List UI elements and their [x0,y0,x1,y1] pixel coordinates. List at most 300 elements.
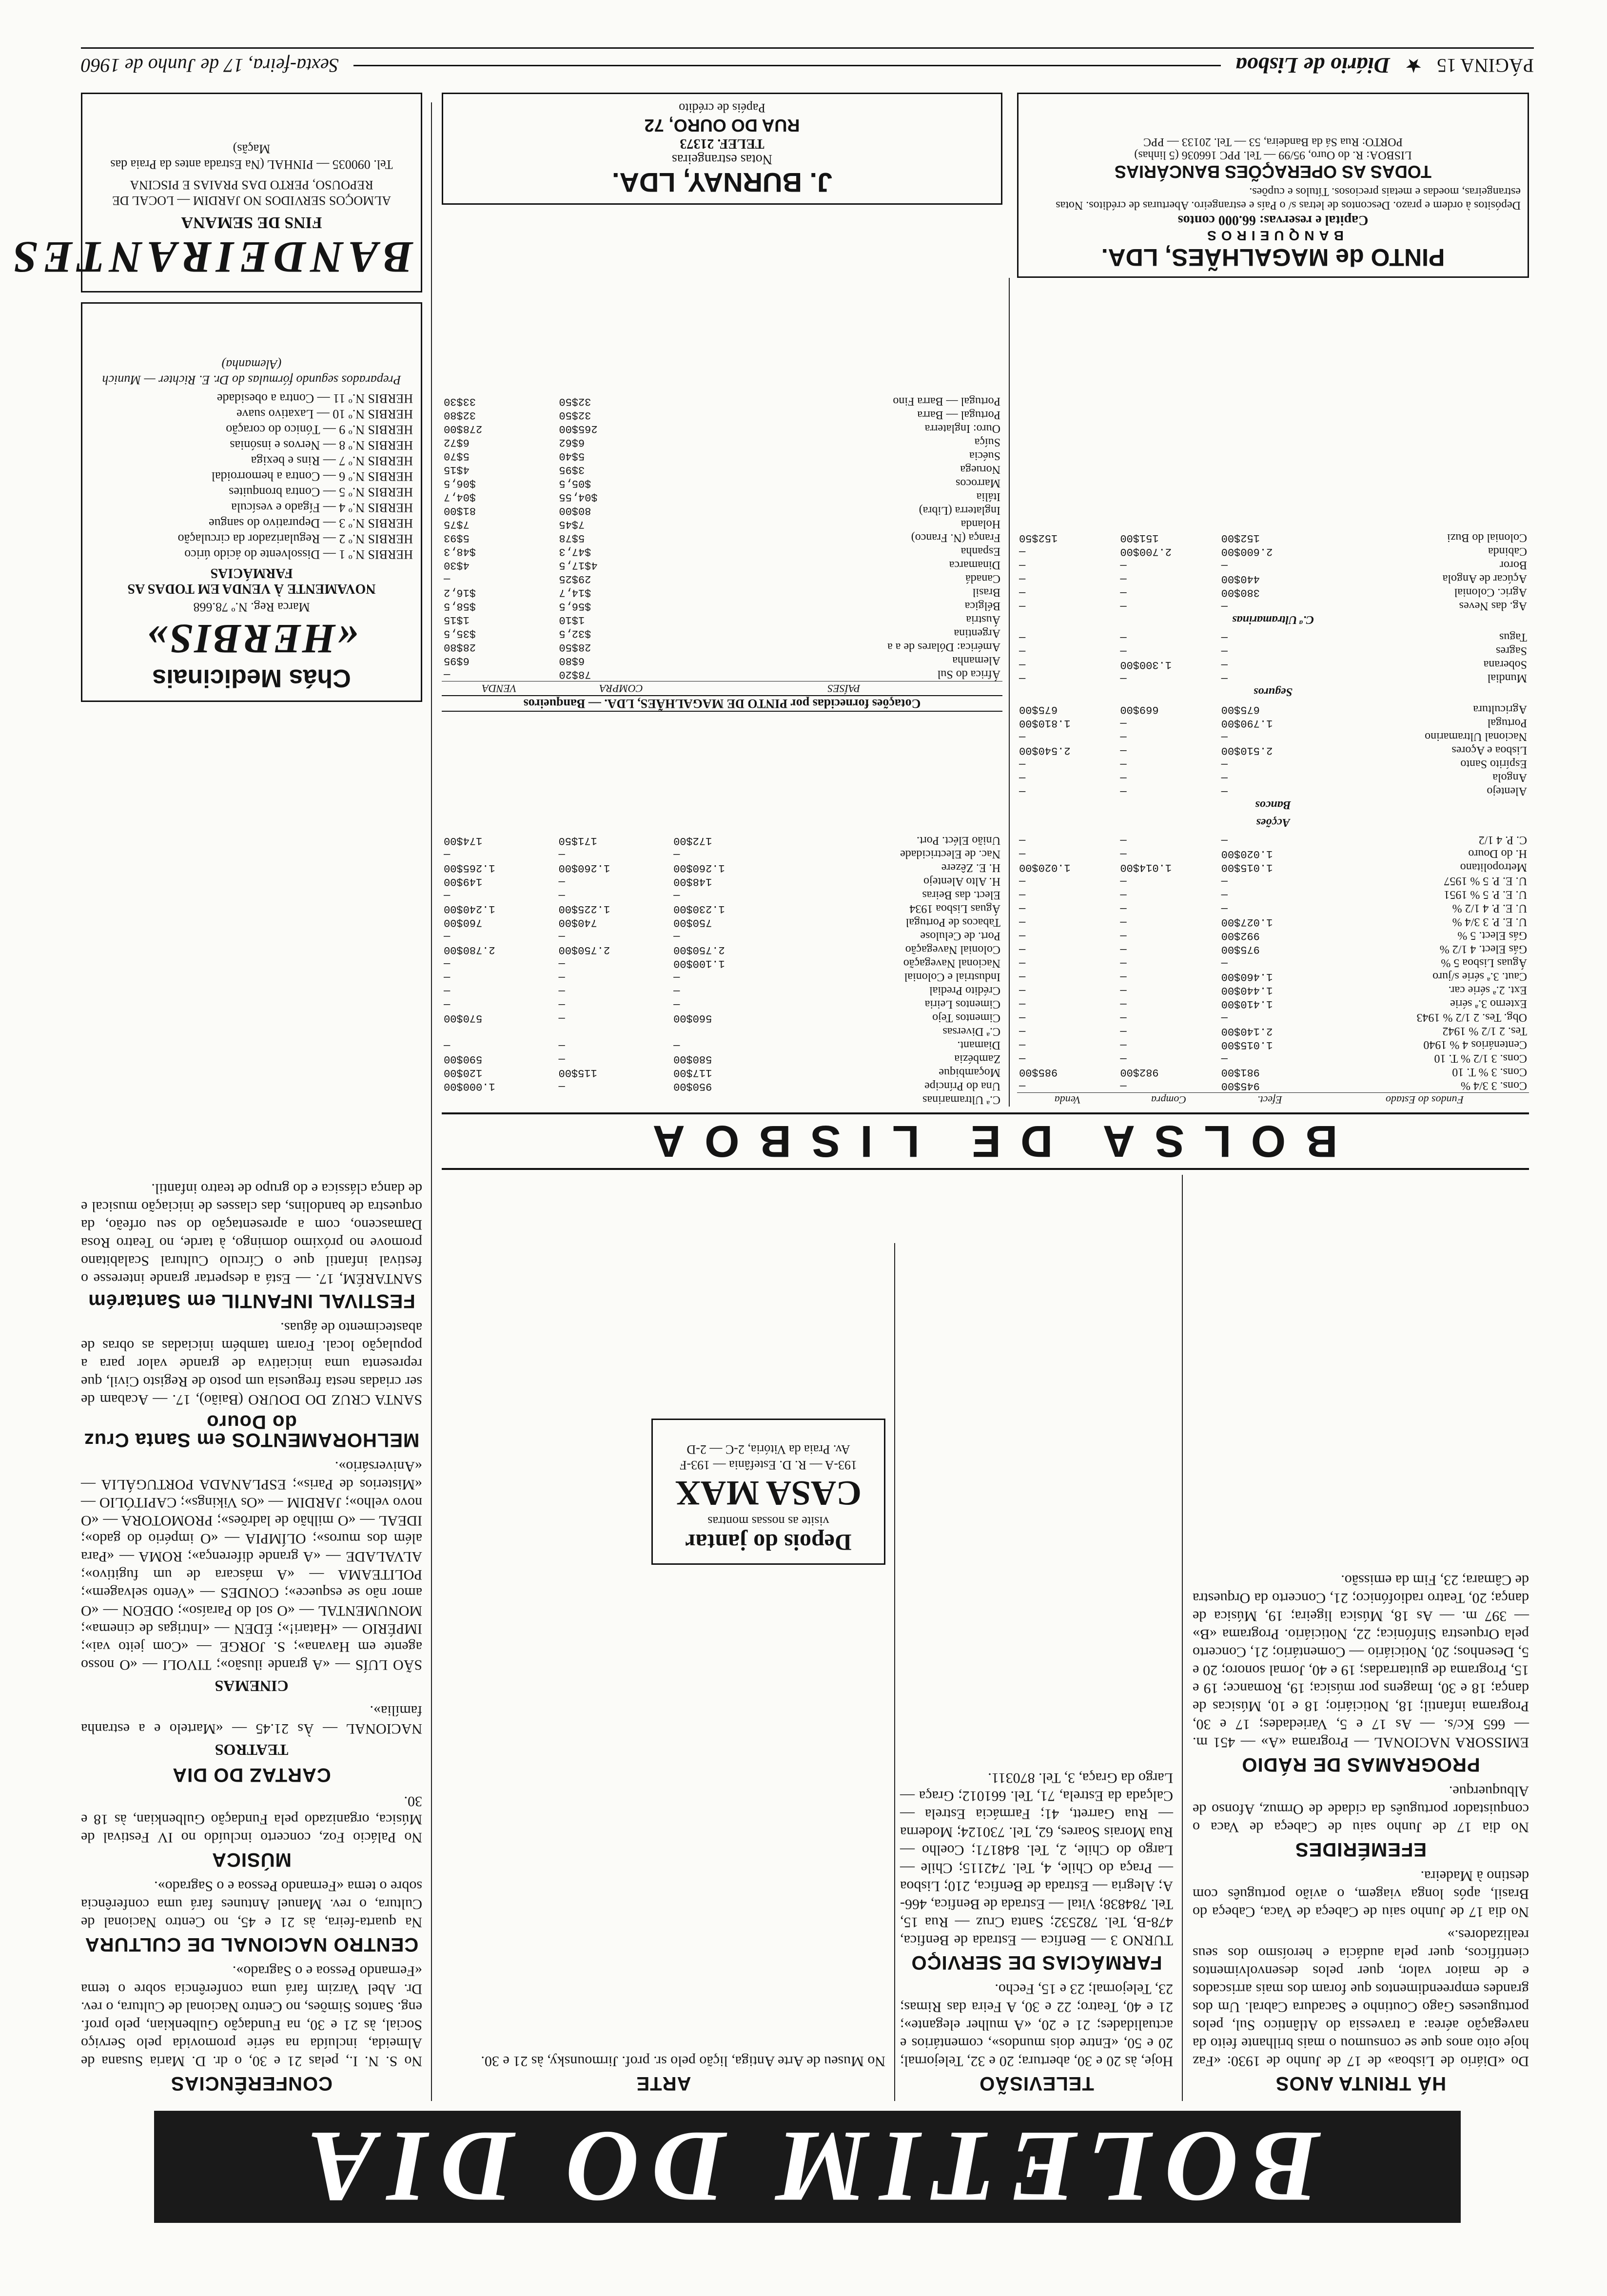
ha-trinta-anos-body-2: No dia 17 de Junho saiu de Cabeça de Vaca, Cabeça do Brasil, após longa viagem, o avião português com destino à Madeira. [1193,1868,1529,1920]
quote-value: $06,5 [444,477,476,489]
quote-row [1017,743,1529,757]
quote-value: — [444,971,451,983]
quote-name: Marrocos [956,477,1000,489]
arte-title: ARTE [636,2073,691,2094]
quote-row [1017,671,1529,685]
quote-row [442,449,1002,463]
bandeirantes-sub: FINS DE SEMANA [181,214,322,232]
quote-value: $48,3 [444,545,476,558]
cambios-table [442,394,1002,695]
quote-value: — [1120,731,1127,743]
quote-row [442,572,1002,585]
quote-name: Cimentos Tejo [932,1012,1000,1024]
quote-value: 32$50 [559,409,591,421]
quote-value: — [1019,834,1026,846]
quote-row [1017,901,1529,915]
quote-value: 1.015$00 [1221,861,1273,874]
quote-name: Espanha [960,545,1000,558]
quote-value: 1.265$00 [444,862,495,874]
quote-value [557,1093,672,1107]
quote-row [442,613,1002,626]
quote-value: 29$25 [559,573,591,585]
quote-row [1017,860,1529,874]
header-rule [353,65,1221,67]
efemerides-title: EFEMÉRIDES [1294,1839,1427,1860]
quote-name: Tabacos de Portugal [905,916,1000,929]
quote-name: C.ª Diversas [942,1025,1000,1038]
quote-value: — [1019,545,1026,558]
herbis-foot: Preparados segundo fórmulas do Dr. E. Richter — Munich (Alemanha) [102,357,401,387]
quote-value: 1.230$00 [673,903,725,915]
quote-row [1017,833,1529,847]
quote-value: — [1019,957,1026,969]
quote-name: Externo 3.ª série [1450,997,1527,1010]
column-rule [1182,1175,1183,2101]
quote-row [1017,658,1529,671]
quote-value: 5$93 [444,532,470,544]
quote-value: — [1120,943,1127,955]
quote-name: H. E. Zêzere [941,861,1000,874]
quote-value: — [673,971,680,983]
quote-value: — [558,876,565,888]
quote-value: 5$40 [559,450,585,462]
column-1 [1193,1566,1529,2101]
bancos-header: Bancos [1255,798,1291,811]
pharmacies-title: FARMÁCIAS DE SERVIÇO [911,1952,1162,1973]
pinto-name: PINTO de MAGALHÃES, LDA. [1101,244,1445,271]
quote-value: $35,5 [444,627,476,640]
quote-value: 2.750$00 [558,944,610,956]
quote-row [442,1079,1002,1093]
quote-name: Obg. Tes. 2 1/2 % 1943 [1416,1011,1527,1024]
herbis-item: HERBIS N.º 8 — Nervos e insónias [230,438,413,452]
quote-value: — [1019,631,1026,643]
quote-name: Ouro: Inglaterra [924,422,1000,435]
ha-trinta-anos-body: Do «Diário de Lisboa» de 17 de Junho de 1930: «Faz hoje oito anos que se consumou o mais brilhante feito da navegação aérea: a travessia do Atlântico Sul, pelos portugueses Gago Coutinho e Sacadura Cabral. Um dos grandes empreendimentos que foram dos mais arriscados e de maior valor, quer pelos desenvolvimentos científicos, quer pela audácia e heroísmo dos seus realizadores.» [1193,1927,1529,2069]
quote-value: — [1019,586,1026,599]
paper-name: Diário de Lisboa [1235,53,1391,78]
quote-value: — [1120,1012,1127,1024]
quote-name: Portugal — Barra Fino [893,395,1000,408]
quote-row [442,861,1002,875]
quote-row [442,545,1002,558]
quote-value: — [1120,573,1127,585]
quote-row [442,902,1002,915]
casa-max-ad [651,1419,885,1565]
quote-value: 78$20 [559,668,591,681]
quote-value: — [444,1039,451,1051]
quote-value: — [1120,586,1127,599]
quote-name: Soberana [1483,658,1527,671]
quote-name: Portugal [1487,717,1527,729]
quote-row [442,585,1002,599]
cartaz-title: CARTAZ DO DIA [172,1764,331,1786]
quote-row [442,626,1002,640]
quote-row [1017,847,1529,860]
quote-row [1017,702,1529,716]
quote-name: América: Dólares de a a [887,641,1000,653]
quote-name: Cons. 3 3/4 % [1460,1079,1527,1092]
quote-row [442,504,1002,517]
quote-name: Moçambique [939,1066,1000,1079]
herbis-name: «HERBIS» [144,616,359,662]
quote-row [442,915,1002,929]
col-header: Compra [1118,1093,1219,1107]
quote-row [1017,1024,1529,1038]
television-title: TELEVISÃO [979,2073,1094,2094]
quote-value: $56,5 [559,600,591,612]
quote-name: Suíça [974,436,1000,448]
quote-name: Zambézia [954,1052,1000,1065]
quote-value: — [1120,559,1127,571]
quote-value: 1.410$00 [1221,998,1273,1010]
quote-name: Inglaterra (Libra) [919,504,1000,517]
quote-name: Bélgica [964,600,1000,612]
quote-name: Itália [976,490,1000,503]
quote-row [442,1025,1002,1038]
quote-value: — [444,957,451,970]
quote-row [1017,784,1529,798]
bandeirantes-tel: Tel. 090035 — PINHAL (Na Estrada antes da Praia das Maçãs) [110,142,393,172]
quote-row [1017,1011,1529,1024]
column-3 [900,1764,1173,2101]
quote-row [442,599,1002,613]
fundos-table [1017,531,1529,1107]
quote-value: 171$50 [558,835,597,847]
quote-value: 1.027$00 [1221,916,1273,928]
herbis-item: HERBIS N.º 2 — Regularizador da circulação [177,532,413,546]
quote-name: Port. de Celulose [920,930,1000,942]
quote-row [442,943,1002,956]
quote-value: 669$00 [1120,703,1159,716]
quote-name: Industrial e Colonial [904,971,1000,983]
melhoramentos-title: MELHORAMENTOS em Santa Cruz do Douro [83,1411,420,1451]
quote-value: — [1019,1080,1026,1092]
quote-row [442,640,1002,654]
quote-value: — [1120,744,1127,757]
bolsa-title: BOLSA DE LISBOA [442,1112,1529,1170]
depois-title: Depois do jantar [685,1529,852,1555]
quote-value: 80$00 [559,505,591,517]
pharmacies-body: TURNO 3 — Benfica — Estrada de Benfica, 478-B, Tel. 782532; Santa Cruz — Rua 15, Tel. 784838; Vital — Estrada de Benfica, 466-A; Alegria — Estrada de Benfica, 210; Lisboa — Praça do Chile, 4, Tel. 742115; Chile — Largo do Chile, 2, Tel. 848171; Coelho — Rua Morais Soares, 62, Tel. 730124; Moderna — Rua Garrett, 41; Farmácia Estrela — Calçada da Estrela, 71, Tel. 661012; Graça — Largo da Graça, 3, Tel. 870311. [900,1770,1173,1948]
quote-row [1017,956,1529,970]
casa-max-addr1: 193-A — R. D. Estefânia — 193-F [680,1458,857,1472]
quote-value: — [558,848,565,860]
quote-value: 675$00 [1221,703,1260,716]
quote-value: — [558,971,565,983]
teatros-title: TEATROS [215,1741,289,1759]
quote-name: Ag. das Neves [1459,600,1527,612]
quote-value: 570$00 [444,1012,483,1024]
quote-value: — [1221,1012,1228,1024]
quote-value: 1$15 [444,614,470,626]
quote-value: 945$00 [1221,1080,1260,1092]
herbis-reg: Marca Reg. N.º 78.668 [193,600,310,614]
quote-name: U. E. P. 3 3/4 % [1452,915,1527,928]
quote-row [442,1093,1002,1107]
quote-value: 28$80 [444,641,476,653]
quote-value: 6$62 [559,436,585,448]
quote-value: 2.780$00 [444,944,495,956]
quote-row [442,984,1002,997]
quote-value: — [1120,834,1127,846]
radio-title: PROGRAMAS DE RÁDIO [1241,1754,1480,1775]
quote-value: 982$00 [1120,1066,1159,1078]
quote-name: Gás Elect. 4 1/2 % [1439,943,1527,955]
quote-value: 740$00 [558,916,597,929]
quote-value: — [1019,1052,1026,1065]
quote-value: — [1120,930,1127,942]
quote-value: 115$00 [558,1067,597,1079]
quote-name: Crédito Predial [929,984,1000,997]
quote-value: 1.260$00 [673,862,725,874]
quote-value: 152$00 [1221,532,1260,544]
quote-name: Gás Elect. 5 % [1457,929,1527,942]
quote-value: — [1120,1025,1127,1037]
quote-value: 1.810$00 [1019,717,1071,729]
quote-value: 2.540$00 [1019,744,1071,757]
quote-value: 148$00 [673,876,712,888]
conferences-title: CONFERÊNCIAS [170,2073,333,2094]
page-header [81,47,1534,83]
cambios-title: Cotações fornecidas por PINTO DE MAGALHÃES, LDA. — Banqueiros [442,695,1002,712]
quote-row [1017,929,1529,942]
quote-name: Ext. 2.ª série car. [1448,984,1527,996]
quote-value: 4$15 [444,464,470,476]
quote-value: — [1019,971,1026,983]
quote-value: 1.300$00 [1120,659,1172,671]
herbis-item: HERBIS N.º 1 — Dissolvente do ácido úrico [184,547,413,562]
quote-value: — [558,930,565,942]
cinemas-body: SÃO LUÍS — «A grande ilusão»; TIVOLI — «O nosso agente em Havana»; S. JORGE — «Com jeito vai»; IMPÉRIO — «Hatari!»; ÉDEN — «Intrigas de cinema»; MONUMENTAL — «O sol do Paraíso»; ODEON — «O amor não se esquece»; CONDES — «Vento selvagem»; POLITEAMA — «A máscara de um fugitivo»; ALVALADE — «A grande diferença»; ROMA — «Para além dos muros»; OLÍMPIA — «O império do gado»; IDEAL — «O milhão de ladrões»; PROMOTORA — «O novo velho»; JARDIM — «Os Vikings»; CAPITÓLIO — «Misterios de Paris»; ESPLANADA PORTUGÁLIA — «Aniversário». [81,1459,422,1673]
quote-value: — [1221,758,1228,770]
festival-title: FESTIVAL INFANTIL em Santarém [88,1290,415,1312]
quote-value: — [1019,1025,1026,1037]
quote-row [442,422,1002,435]
quote-row [1017,572,1529,585]
quote-value: — [444,998,451,1011]
quote-name: Colonial do Buzi [1447,531,1527,544]
column-rule [894,1243,895,2101]
quote-name: Dinamarca [949,559,1000,571]
quote-value: — [673,848,680,860]
casa-max-addr2: Av. Praia da Vitória, 2-C — 2-D [686,1442,850,1457]
quote-value: — [558,1053,565,1065]
boletim-masthead: BOLETIM DO DIA [154,2111,1461,2223]
quote-name: U. E. P. 5 % 1957 [1444,875,1527,887]
quote-value: 4$30 [444,559,470,571]
quote-value: — [1019,559,1026,571]
acoes-table [442,834,1002,1107]
quote-value: 590$00 [444,1053,483,1065]
quote-value: — [673,998,680,1011]
quote-row [1017,757,1529,771]
quote-value: 172$00 [673,835,712,847]
quote-value: 750$00 [673,916,712,929]
quote-name: Alemanha [952,654,1000,667]
quote-name: Nac. de Electricidade [900,848,1000,860]
quote-row [442,956,1002,970]
quote-name: Tes. 2 1/2 % 1942 [1442,1025,1527,1037]
quote-value: 32$80 [444,409,476,421]
quote-name: C.ª Ultramarinas [922,1093,1000,1106]
quote-value [557,1025,672,1038]
quote-value: 120$00 [444,1067,483,1079]
quote-row [442,558,1002,572]
quote-row [442,1066,1002,1079]
quote-row [1017,771,1529,784]
fundos-header: Fundos do Estado [1320,1093,1529,1107]
quote-value: $04,55 [559,491,598,503]
quote-value: — [444,930,451,942]
quote-value: — [558,985,565,997]
quote-value: 760$00 [444,916,483,929]
quote-name: Sagres [1496,644,1527,657]
quote-row [442,490,1002,504]
quote-row [442,888,1002,902]
quote-value [442,1025,557,1038]
quote-value: 3$95 [559,464,585,476]
quote-value: — [1019,785,1026,798]
quote-value: — [1019,875,1026,887]
quote-name: França (N. Franco) [911,531,1000,544]
quote-value: — [1019,998,1026,1010]
quote-value: 985$00 [1019,1066,1058,1078]
quote-value: 81$00 [444,505,476,517]
quote-row [442,1038,1002,1052]
quote-value: 2.510$00 [1221,744,1273,757]
quote-row [442,408,1002,422]
quote-name: Alentejo [1487,785,1527,798]
quote-value: — [1019,930,1026,942]
quote-value: — [1221,645,1228,657]
column-2 [81,1175,422,2101]
bolsa-table-left [1017,531,1529,1107]
quote-value: — [1120,902,1127,915]
quote-name: Elect. das Beiras [922,889,1000,901]
quote-value: — [1221,1052,1228,1065]
quote-value: — [1120,772,1127,784]
quote-value: 1.460$00 [1221,971,1273,983]
quote-name: Portugal — Barra [917,409,1000,421]
quote-name: Metropolitano [1460,861,1527,874]
quote-value: 1.000$00 [444,1080,495,1092]
quote-value: $16,2 [444,586,476,599]
conferences-body: No S. N. I., pelas 21 e 30, o dr. D. Maria Susana de Almeida, incluída na série promovida pelo Serviço Social, às 21 e 30, na Fundação Gulbenkian, pelo prof. eng. Santos Simões, no Centro Nacional de Cultura, o rev. Dr. Abel Varzim fará uma conferência sobre o tema «Fernando Pessoa e o Sagrado». [81,1963,422,2069]
quote-value: 1.225$00 [558,903,610,915]
quote-row [1017,730,1529,743]
quote-value: — [558,998,565,1011]
quote-value: — [558,1012,565,1024]
quote-value: — [1120,998,1127,1010]
quote-value: 1.015$00 [1221,1039,1273,1051]
quote-value: 981$00 [1221,1066,1260,1078]
quote-value: — [1221,772,1228,784]
quote-value: 2.700$00 [1120,545,1172,558]
pinto-title2: TODAS AS OPERAÇÕES BANCÁRIAS [1114,162,1432,182]
quote-value: — [1019,889,1026,901]
quote-value: — [1120,645,1127,657]
quote-row [1017,1051,1529,1065]
musica-body: No Palácio Foz, concerto incluído no IV Festival de Música, organizado pela Fundação Gulbenkian, às 18 e 30. [81,1793,422,1846]
quote-value: — [558,957,565,970]
quote-value: 32$50 [559,395,591,408]
quote-row [1017,531,1529,545]
musica-title: MÚSICA [212,1849,292,1870]
quote-value: 380$00 [1221,586,1260,599]
centro-nacional-body: Na quarta-feira, às 21 e 45, no Centro Nacional de Cultura, o rev. Manuel Antunes fará uma conferência sobre o tema «Fernando Pessoa e o Sagrado». [81,1878,422,1930]
burnay-papers: Papéis de crédito [679,101,765,115]
quote-name: C. P. 4 1/2 [1478,834,1527,846]
ultramarinas-header: C.ª Ultramarinas [1232,613,1314,626]
quote-name: Agric. Colonial [1454,586,1527,599]
quote-row [442,517,1002,531]
quote-value: 149$00 [444,876,483,888]
quote-value: — [1019,902,1026,915]
quote-value: — [1120,785,1127,798]
quote-value: — [673,889,680,901]
centro-nacional-title: CENTRO NACIONAL DE CULTURA [84,1934,419,1955]
herbis-line: NOVAMENTE À VENDA EM TODAS AS FARMÁCIAS [127,565,376,596]
quote-value: — [1019,1012,1026,1024]
quote-row [1017,1065,1529,1079]
quote-value: — [1120,889,1127,901]
quote-value: — [1221,731,1228,743]
bandeirantes-body: ALMOÇOS SERVIDOS NO JARDIM — LOCAL DE REPOUSO, PERTO DAS PRAIAS E PISCINA [112,178,391,208]
issue-date: Sexta-feira, 17 de Junho de 1960 [81,55,339,77]
quote-name: U. E. P. 4 1/2 % [1452,902,1527,915]
quote-value: — [1019,943,1026,955]
quote-value: 174$00 [444,835,483,847]
col-header: Venda [1017,1093,1118,1107]
quote-value: — [444,573,451,585]
quote-name: Cons. 3 1/2 % T. 10 [1434,1052,1527,1065]
quote-row [442,394,1002,408]
quote-value: 1$10 [559,614,585,626]
quote-value: 1.440$00 [1221,984,1273,996]
quote-row [1017,942,1529,956]
quote-value: 1.100$00 [673,957,725,970]
quote-name: Una do Príncipe [924,1080,1000,1092]
quote-value: — [1120,600,1127,612]
quote-value: — [1221,902,1228,915]
quote-value: — [558,1080,565,1092]
depois-sub: visite as nossas montras [707,1514,829,1528]
quote-value: 992$00 [1221,930,1260,942]
quote-value: 6$72 [444,436,470,448]
quote-name: H. do Douro [1468,847,1527,860]
quote-value: — [444,985,451,997]
quote-value: — [1221,559,1228,571]
quote-row [442,476,1002,490]
quote-row [442,435,1002,449]
quote-value: — [1221,672,1228,684]
quote-row [442,667,1002,681]
quote-row [442,654,1002,667]
quote-value: 580$00 [673,1053,712,1065]
quote-value: 5$78 [559,532,585,544]
quote-value: 675$00 [1019,703,1058,716]
quote-value: — [1221,631,1228,643]
quote-row [1017,983,1529,997]
column-middle [442,2047,885,2101]
quote-value: 2.750$00 [673,944,725,956]
quote-name: Cabinda [1488,545,1527,558]
quote-value: — [1120,916,1127,928]
quote-row [1017,599,1529,613]
quote-value: — [1120,1080,1127,1092]
quote-row [442,847,1002,861]
